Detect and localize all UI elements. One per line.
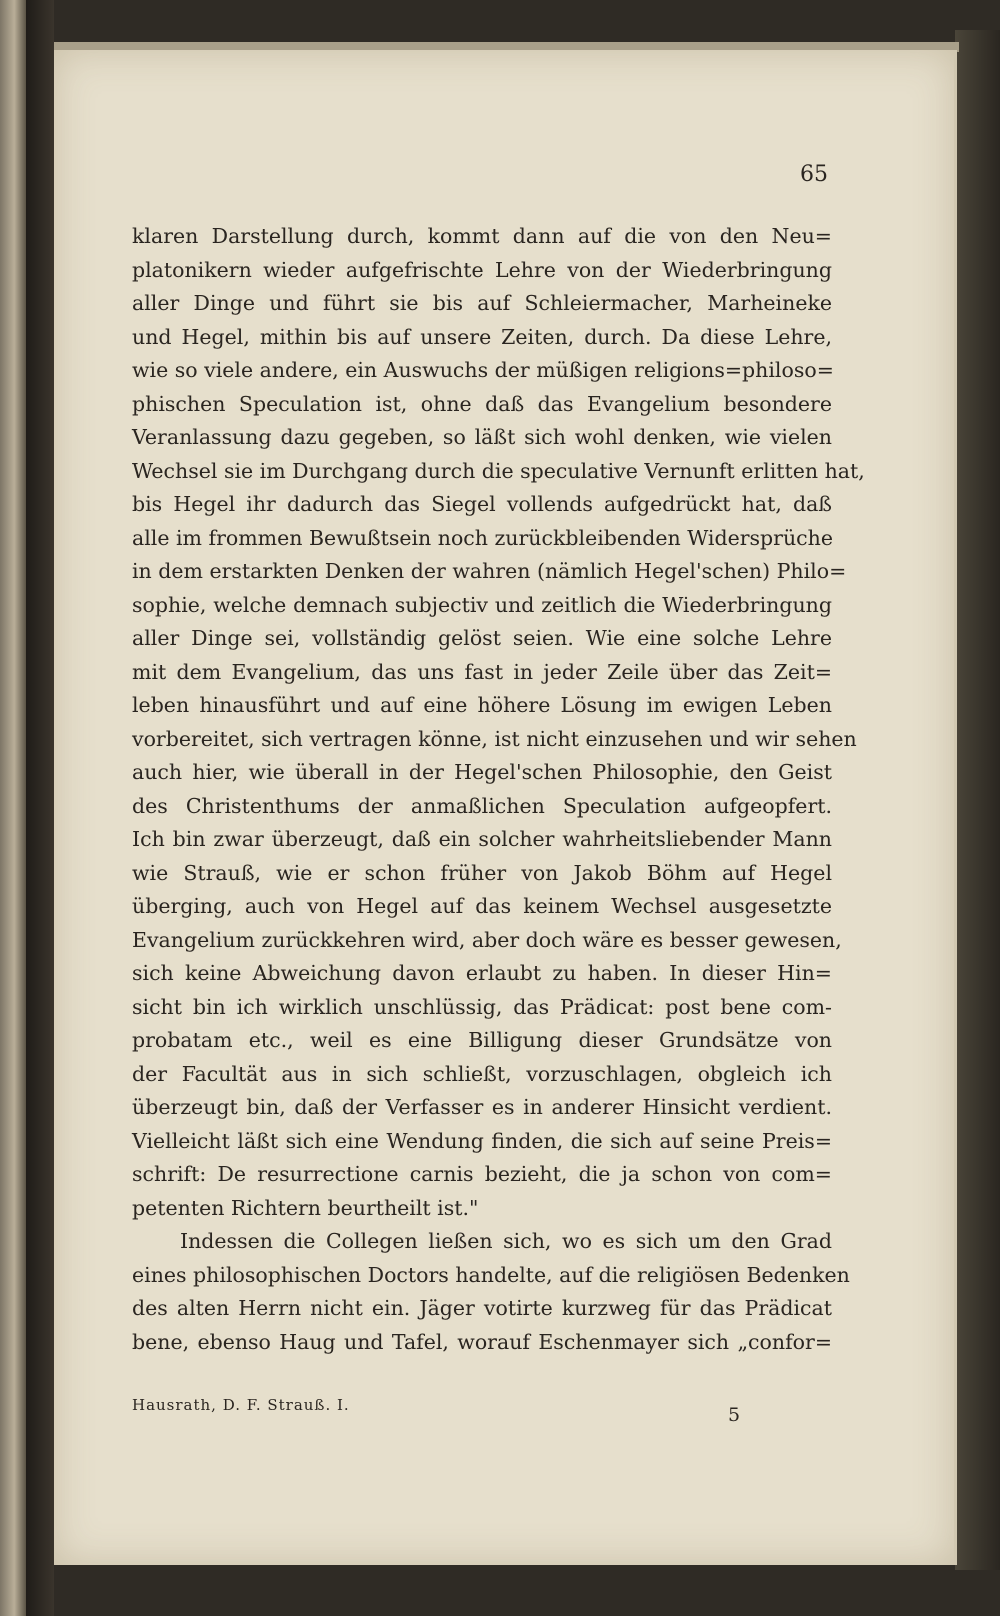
text-line: alle im frommen Bewußtsein noch zurückbleibenden Widersprüche: [132, 525, 833, 550]
text-line: sicht bin ich wirklich unschlüssig, das Prädicat: post bene com-: [132, 994, 832, 1019]
text-line: aller Dinge sei, vollständig gelöst seien. Wie eine solche Lehre: [132, 626, 832, 650]
body-text: [132, 220, 865, 1359]
text-line: aller Dinge und führt sie bis auf Schleiermacher, Marheineke: [132, 291, 832, 315]
text-line: leben hinausführt und auf eine höhere Lösung im ewigen Leben: [132, 693, 832, 717]
text-line: schrift: De resurrectione carnis bezieht, die ja schon von com=: [132, 1162, 832, 1186]
text-line: phischen Speculation ist, ohne daß das Evangelium besondere: [132, 391, 832, 416]
text-line: auch hier, wie überall in der Hegel'schen Philosophie, den Geist: [132, 760, 832, 784]
text-line: Wechsel sie im Durchgang durch die speculative Vernunft erlitten hat,: [132, 458, 865, 483]
text-line: wie so viele andere, ein Auswuchs der müßigen religions=philoso=: [132, 358, 834, 382]
text-line: überging, auch von Hegel auf das keinem Wechsel ausgesetzte: [132, 894, 832, 918]
footer-signature: Hausrath, D. F. Strauß. I.: [132, 1396, 350, 1414]
text-line: Ich bin zwar überzeugt, daß ein solcher wahrheitsliebender Mann: [132, 827, 832, 851]
text-line: sich keine Abweichung davon erlaubt zu haben. In dieser Hin=: [132, 961, 832, 985]
page-footer: [132, 1396, 832, 1426]
text-line: bene, ebenso Haug und Tafel, worauf Eschenmayer sich „confor=: [132, 1329, 832, 1354]
text-line: sophie, welche demnach subjectiv und zeitlich die Wiederbringung: [132, 592, 832, 617]
text-line: und Hegel, mithin bis auf unsere Zeiten, durch. Da diese Lehre,: [132, 324, 832, 349]
text-line: klaren Darstellung durch, kommt dann auf die von den Neu=: [132, 224, 832, 248]
text-line: in dem erstarkten Denken der wahren (nämlich Hegel'schen) Philo=: [132, 559, 847, 583]
text-line: wie Strauß, wie er schon früher von Jakob Böhm auf Hegel: [132, 860, 832, 885]
text-line: eines philosophischen Doctors handelte, auf die religiösen Bedenken: [132, 1262, 850, 1287]
text-line: bis Hegel ihr dadurch das Siegel vollends aufgedrückt hat, daß: [132, 492, 832, 516]
text-line: Indessen die Collegen ließen sich, wo es sich um den Grad: [180, 1229, 832, 1253]
text-line: platonikern wieder aufgefrischte Lehre von der Wiederbringung: [132, 257, 832, 282]
text-line: vorbereitet, sich vertragen könne, ist nicht einzusehen und wir sehen: [132, 726, 857, 751]
book-cover-edge: [955, 30, 1000, 1570]
text-line: der Facultät aus in sich schließt, vorzuschlagen, obgleich ich: [132, 1061, 832, 1086]
sheet-number: 5: [728, 1404, 741, 1426]
text-line: des Christenthums der anmaßlichen Speculation aufgeopfert.: [132, 793, 832, 818]
left-page-edge: [0, 0, 26, 1616]
text-line: Evangelium zurückkehren wird, aber doch wäre es besser gewesen,: [132, 927, 842, 952]
text-line: Vielleicht läßt sich eine Wendung finden, die sich auf seine Preis=: [132, 1128, 832, 1153]
text-line: probatam etc., weil es eine Billigung dieser Grundsätze von: [132, 1028, 832, 1052]
text-line: überzeugt bin, daß der Verfasser es in anderer Hinsicht verdient.: [132, 1095, 832, 1119]
text-line: petenten Richtern beurtheilt ist.": [132, 1195, 479, 1220]
page-number: 65: [800, 162, 828, 187]
text-line: mit dem Evangelium, das uns fast in jeder Zeile über das Zeit=: [132, 659, 832, 684]
text-line: des alten Herrn nicht ein. Jäger votirte kurzweg für das Prädicat: [132, 1296, 832, 1320]
text-line: Veranlassung dazu gegeben, so läßt sich wohl denken, wie vielen: [132, 425, 832, 449]
book-gutter: [26, 0, 54, 1616]
